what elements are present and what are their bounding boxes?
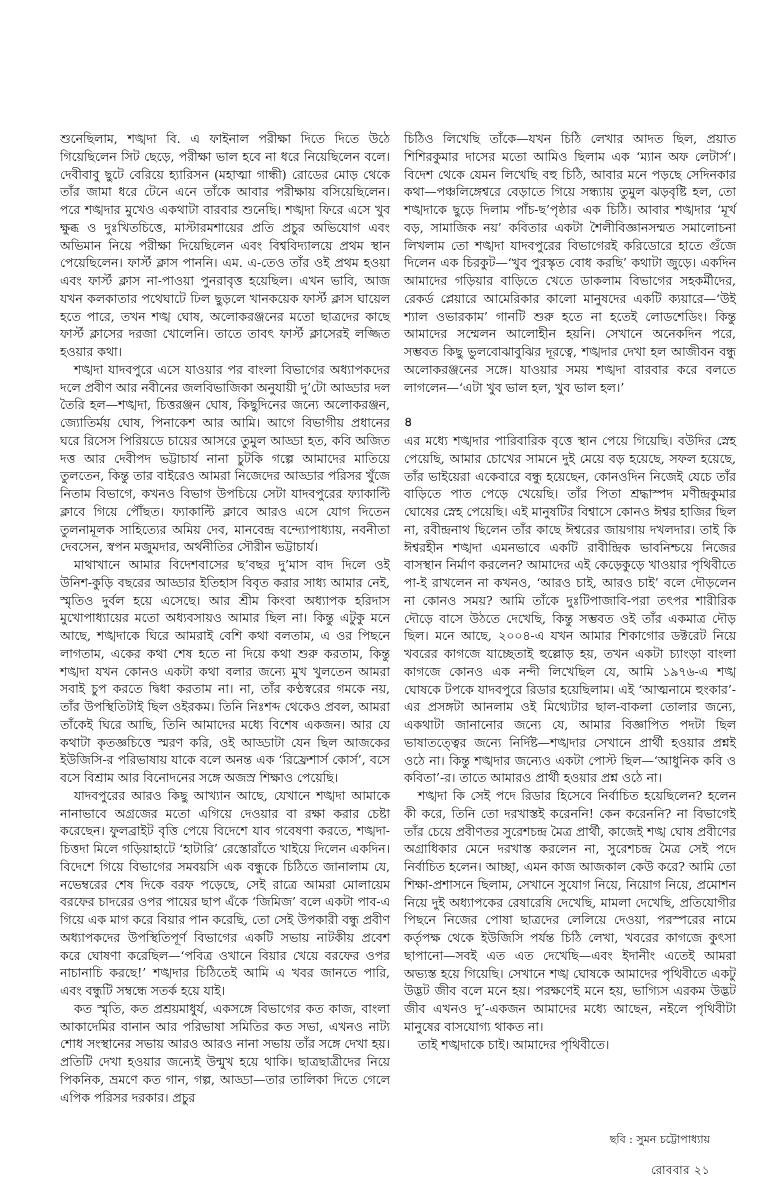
photo-credit: ছবি : সুমন চট্টোপাধ্যায়	[609, 1133, 710, 1146]
paragraph: মাথাখানে আমার বিদেশবাসের ছ’বছর দু’মাস বাদ দিলে ওই উনিশ-কুড়ি বছরের আড্ডার ইতিহাস বিবৃত করার সাধ্য আমার নেই, স্মৃতিও দুর্বল হয়ে এসেছে। আর শ্রীম কিংবা অধ্যাপক হরিদাস মুখোপাধ্যায়ের মতো অধ্যবসায়ও আমার ছিল না। কিন্তু এটুকু মনে আছে, শঙ্খদাকে ঘিরে আমরাই বেশি কথা বলতাম, এ ওর পিছনে লাগতাম, একের কথা শেষ হতে না দিয়ে কথা শুরু করতাম, কিন্তু শঙ্খদা যখন কোনও একটা কথা বলার জন্যে মুখ খুলতেন আমরা সবাই চুপ করতে দ্বিধা করতাম না। না, তাঁর কণ্ঠস্বরের গমকে নয়, তাঁর উপস্থিতিটাই ছিল ওইরকম। তিনি নিঃশব্দ থেকেও প্রবল, আমরা তাঁকেই ঘিরে আছি, তিনি আমাদের মধ্যে বিশেষ একজন। আর যে কথাটা কৃতজ্ঞচিত্তে স্মরণ করি, ওই আড্ডাটা যেন ছিল আজকের ইউজিসি-র পরিভাষায় যাকে বলে অনন্ত এক ‘রিফ্রেশার্স কোর্স’, বসে বসে বিশ্রাম আর বিনোদনের সঙ্গে অজস্র শিক্ষাও পেয়েছি।	[60, 557, 390, 785]
paragraph: যাদবপুরের আরও কিছু আখ্যান আছে, যেখানে শঙ্খদা আমাকে নানাভাবে অগ্রজের মতো এগিয়ে দেওয়ার বা রক্ষা করার চেষ্টা করেছেন। ফুলব্রাইট বৃত্তি পেয়ে বিদেশে যাব গবেষণা করতে, শঙ্খদা-চিত্তদা মিলে গড়িয়াহাটে ‘হাটারি’ রেস্তোরাঁতে খাইয়ে দিলেন একদিন। বিদেশে গিয়ে বিভাগের সমবয়সি এক বন্ধুকে চিঠিতে জানালাম যে, নভেম্বরের শেষ দিকে বরফ পড়েছে, সেই রাত্রে আমরা মোলায়েম বরফের চাদরের ওপর পায়ের ছাপ এঁকে ‘জিমিজ’ বলে একটা পাব-এ গিয়ে এক মাগ করে বিয়ার পান করেছি, তো সেই উপকারী বন্ধু প্রবীণ অধ্যাপকদের উপস্থিতিপূর্ণ বিভাগের একটি সভায় নাটকীয় প্রবেশ করে ঘোষণা করেছিল—‘পবিত্র ওখানে বিয়ার খেয়ে বরফের ওপর নাচানাচি করছে!’ শঙ্খদার চিঠিতেই আমি এ খবর জানতে পারি, এবং বন্ধুটি সম্বন্ধে সতর্ক হয়ে যাই।	[60, 787, 390, 998]
section-number: ৪	[404, 415, 413, 431]
paragraph: শুনেছিলাম, শঙ্খদা বি. এ ফাইনাল পরীক্ষা দিতে দিতে উঠে গিয়েছিলেন সিট ছেড়ে, পরীক্ষা ভাল হবে না ধরে নিয়েছিলেন বলে। দেবীবাবু ছুটে বেরিয়ে হ্যারিসন (মহাত্মা গান্ধী) রোডের মোড় থেকে তাঁর জামা ধরে টেনে এনে তাঁকে আবার পরীক্ষায় বসিয়েছিলেন। পরে শঙ্খদার মুখেও একথাটা বারবার শুনেছি। শঙ্খদা ফিরে এসে খুব ক্ষুব্ধ ও দুঃখিতচিত্তে, মাস্টারমশায়ের প্রতি প্রচুর অভিযোগ এবং অভিমান নিয়ে পরীক্ষা দিয়েছিলেন এবং বিশ্ববিদ্যালয়ে প্রথম স্থান পেয়েছিলেন। ফার্স্ট ক্লাস পাননি। এম. এ-তেও তাঁর ওই প্রথম হওয়া এবং ফার্স্ট ক্লাস না-পাওয়া পুনরাবৃত্ত হয়েছিল। এখন ভাবি, আজ যখন কলকাতার পথেঘাটে ঢিল ছুড়লে খানকয়েক ফার্স্ট ক্লাস ঘায়েল হতে পারে, তখন শঙ্খ ঘোষ, অলোকরঞ্জনের মতো ছাত্রদের কাছে ফার্স্ট ক্লাসের দরজা খোলেনি। তাতে তাবৎ ফার্স্ট ক্লাসেরই লজ্জিত হওয়ার কথা।	[60, 131, 390, 359]
paragraph: চিঠিও লিখেছি তাঁকে—যখন চিঠি লেখার আদত ছিল, প্রয়াত শিশিরকুমার দাসের মতো আমিও ছিলাম এক ‘ম্যান অফ লেটার্স’। বিদেশ থেকে যেমন লিখেছি বহু চিঠি, আবার মনে পড়ছে সেদিনকার কথা—পঞ্চলিঙ্গেশ্বরে বেড়াতে গিয়ে সন্ধ্যায় তুমুল ঝড়বৃষ্টি হল, তো শঙ্খদাকে ছুড়ে দিলাম পাঁচ-ছ’পৃষ্ঠার এক চিঠি। আবার শঙ্খদার ‘মূর্খ বড়, সামাজিক নয়’ কবিতার একটা শৈলীবিজ্ঞানসম্মত সমালোচনা লিখলাম তো শঙ্খদা যাদবপুরের বিভাগেরই করিডোরে হাতে গুঁজে দিলেন এক চিরকুট—‘খুব পুরস্কৃত বোধ করছি’ কথাটা জুড়ে। একদিন আমাদের গড়িয়ার বাড়িতে খেতে ডাকলাম বিভাগের সহকর্মীদের, রেকর্ড প্লেয়ারে আমেরিকার কালো মানুষদের একটি ক্যয়ারে—‘উই শ্যাল ওভারকাম’ গানটি শুরু হতে না হতেই লোডশেডিং। কিন্তু আমাদের সম্মেলন আলোহীন হয়নি। সেখানে অনেকদিন পরে, সম্ভবত কিছু ভুলবোঝাবুঝির দূরত্বে, শঙ্খদার দেখা হল আজীবন বন্ধু অলোকরঞ্জনের সঙ্গে। যাওয়ার সময় শঙ্খদা বারবার করে বলতে লাগলেন—‘এটা খুব ভাল হল, খুব ভাল হল।’	[404, 131, 736, 395]
paragraph: শঙ্খদা কি সেই পদে রিডার হিসেবে নির্বাচিত হয়েছিলেন? হলেন কী করে, তিনি তো দরখাস্তই করেননি! কেন করেননি? না বিভাগেই তাঁর চেয়ে প্রবীণতর সুরেশচন্দ্র মৈত্র প্রার্থী, কাজেই শঙ্খ ঘোষ প্রবীণের অগ্রাধিকার মেনে দরখাস্ত করলেন না, সুরেশচন্দ্র মৈত্র সেই পদে নির্বাচিত হলেন। আচ্ছা, এমন কাজ আজকাল কেউ করে? আমি তো শিক্ষা-প্রশাসনে ছিলাম, সেখানে সুযোগ নিয়ে, নিয়োগ নিয়ে, প্রমোশন নিয়ে দুই অধ্যাপকের রেষারেষি দেখেছি, মামলা দেখেছি, প্রতিযোগীর পিছনে নিজের পোষা ছাত্রদের লেলিয়ে দেওয়া, পরস্পরের নামে কর্তৃপক্ষ থেকে ইউজিসি পর্যন্ত চিঠি লেখা, খবরের কাগজে কুৎসা ছাপানো—সবই এত এত দেখেছি—এবং ইদানীং এতেই আমরা অভ্যস্ত হয়ে গিয়েছি। সেখানে শঙ্খ ঘোষকে আমাদের পৃথিবীতে একটু উদ্ভট জীব বলে মনে হয়। পরক্ষণেই মনে হয়, ভাগ্যিস এরকম উদ্ভট জীব এখনও দু’-একজন আমাদের মধ্যে আছেন, নইলে পৃথিবীটা মানুষের বাসযোগ্য থাকত না।	[404, 788, 736, 1034]
right-column	[404, 130, 736, 1053]
left-column	[60, 130, 390, 1106]
paragraph: তাই শঙ্খদাকে চাই। আমাদের পৃথিবীতে।	[418, 1036, 610, 1052]
page-footer: রোববার ২১	[651, 1163, 710, 1177]
paragraph: এর মধ্যে শঙ্খদার পারিবারিক বৃত্তে স্থান পেয়ে গিয়েছি। বউদির স্নেহ পেয়েছি, আমার চোখের সামনে দুই মেয়ে বড় হয়েছে, সফল হয়েছে, তাঁর ভাইয়েরা একেবারে বন্ধু হয়েছেন, কোনওদিন নিজেই যেচে তাঁর বাড়িতে পাত পেড়ে খেয়েছি। তাঁর পিতা শ্রদ্ধাস্পদ মণীন্দ্রকুমার ঘোষের স্নেহ পেয়েছি। এই মানুষটির বিশ্বাসে কোনও ঈশ্বর হাজির ছিল না, রবীন্দ্রনাথ ছিলেন তাঁর কাছে ঈশ্বরের জায়গায় দখলদার। তাই কি ঈশ্বরহীন শঙ্খদা এমনভাবে একটি রাবীন্দ্রিক ভাবনিশ্চয়ে নিজের বাসস্থান নির্মাণ করলেন? আমাদের এই কেড়েকুড়ে খাওয়ার পৃথিবীতে পা-ই রাখলেন না কখনও, ‘আরও চাই, আরও চাই’ বলে দৌড়লেন না কোনও সময়? আমি তাঁকে দুঃটিপাজাবি-পরা তৎপর শারীরিক দৌড়ে বাসে উঠতে দেখেছি, কিন্তু সম্ভবত ওই তাঁর একমাত্র দৌড় ছিল। মনে আছে, ২০০৪-এ যখন আমার শিকাগোর ডক্টরেট নিয়ে খবরের কাগজে যাচ্ছেতাই হুল্লোড় হয়, তখন একটা চ্যাংড়া বাংলা কাগজে কোনও এক নন্দী লিখেছিল যে, আমি ১৯৭৬-এ শঙ্খ ঘোষকে টপকে যাদবপুরে রিডার হয়েছিলাম। এই ‘আত্মনামে হুংকার’-এর প্রসঙ্গটা আনলাম ওই মিথ্যেটার ছাল-বাকলা তোলার জন্যে, একথাটা জানানোর জন্যে যে, আমার বিজ্ঞাপিত পদটা ছিল ভাষাতত্ত্বের জন্যে নির্দিষ্ট—শঙ্খদার সেখানে প্রার্থী হওয়ার প্রশ্নই ওঠে না। কিন্তু শঙ্খদার জন্যেও একটা পোস্ট ছিল—‘আধুনিক কবি ও কবিতা’-র। তাতে আমারও প্রার্থী হওয়ার প্রশ্ন ওঠে না।	[404, 433, 736, 786]
paragraph: শঙ্খদা যাদবপুরে এসে যাওয়ার পর বাংলা বিভাগের অধ্যাপকদের দলে প্রবীণ আর নবীনের জলবিভাজিকা অনুযায়ী দু’টো আড্ডার দল তৈরি হল—শঙ্খদা, চিত্তরঞ্জন ঘোষ, কিছুদিনের জন্যে অলোকরঞ্জন, জ্যোতির্ময় ঘোষ, পিনাকেশ আর আমি। আগে বিভাগীয় প্রধানের ঘরে রিসেস পিরিয়ডে চায়ের আসরে তুমুল আড্ডা হত, কবি অজিত দত্ত আর দেবীপদ ভট্টাচার্য নানা চুটকি গল্পে আমাদের মাতিয়ে তুলতেন, কিন্তু তার বাইরেও আমরা নিজেদের আড্ডার পরিসর খুঁজে নিতাম বিভাগে, কখনও বিভাগ উপচিয়ে সেটা যাদবপুরের ফ্যাকাল্টি ক্লাবে গিয়ে পৌঁছত। ফ্যাকাল্টি ক্লাবে আরও এসে যোগ দিতেন তুলনামূলক সাহিত্যের অমিয় দেব, মানবেন্দ্র বন্দ্যোপাধ্যায়, নবনীতা দেবসেন, স্বপন মজুমদার, অর্থনীতির সৌরীন ভট্টাচার্য।	[60, 361, 390, 555]
paragraph: কত স্মৃতি, কত প্রশ্রয়মাধুর্য, একসঙ্গে বিভাগের কত কাজ, বাংলা আকাদেমির বানান আর পরিভাষা সমিতির কত সভা, এখনও নাট্য শোধ সংস্থানের সভায় আরও আরও নানা সভায় তাঁর সঙ্গে দেখা হয়। প্রতিটি দেখা হওয়ার জন্যেই উন্মুখ হয়ে থাকি। ছাত্রছাত্রীদের নিয়ে পিকনিক, ভ্রমণে কত গান, গল্প, আড্ডা—তার তালিকা দিতে গেলে এপিক পরিসর দরকার। প্রচুর	[60, 1000, 390, 1105]
